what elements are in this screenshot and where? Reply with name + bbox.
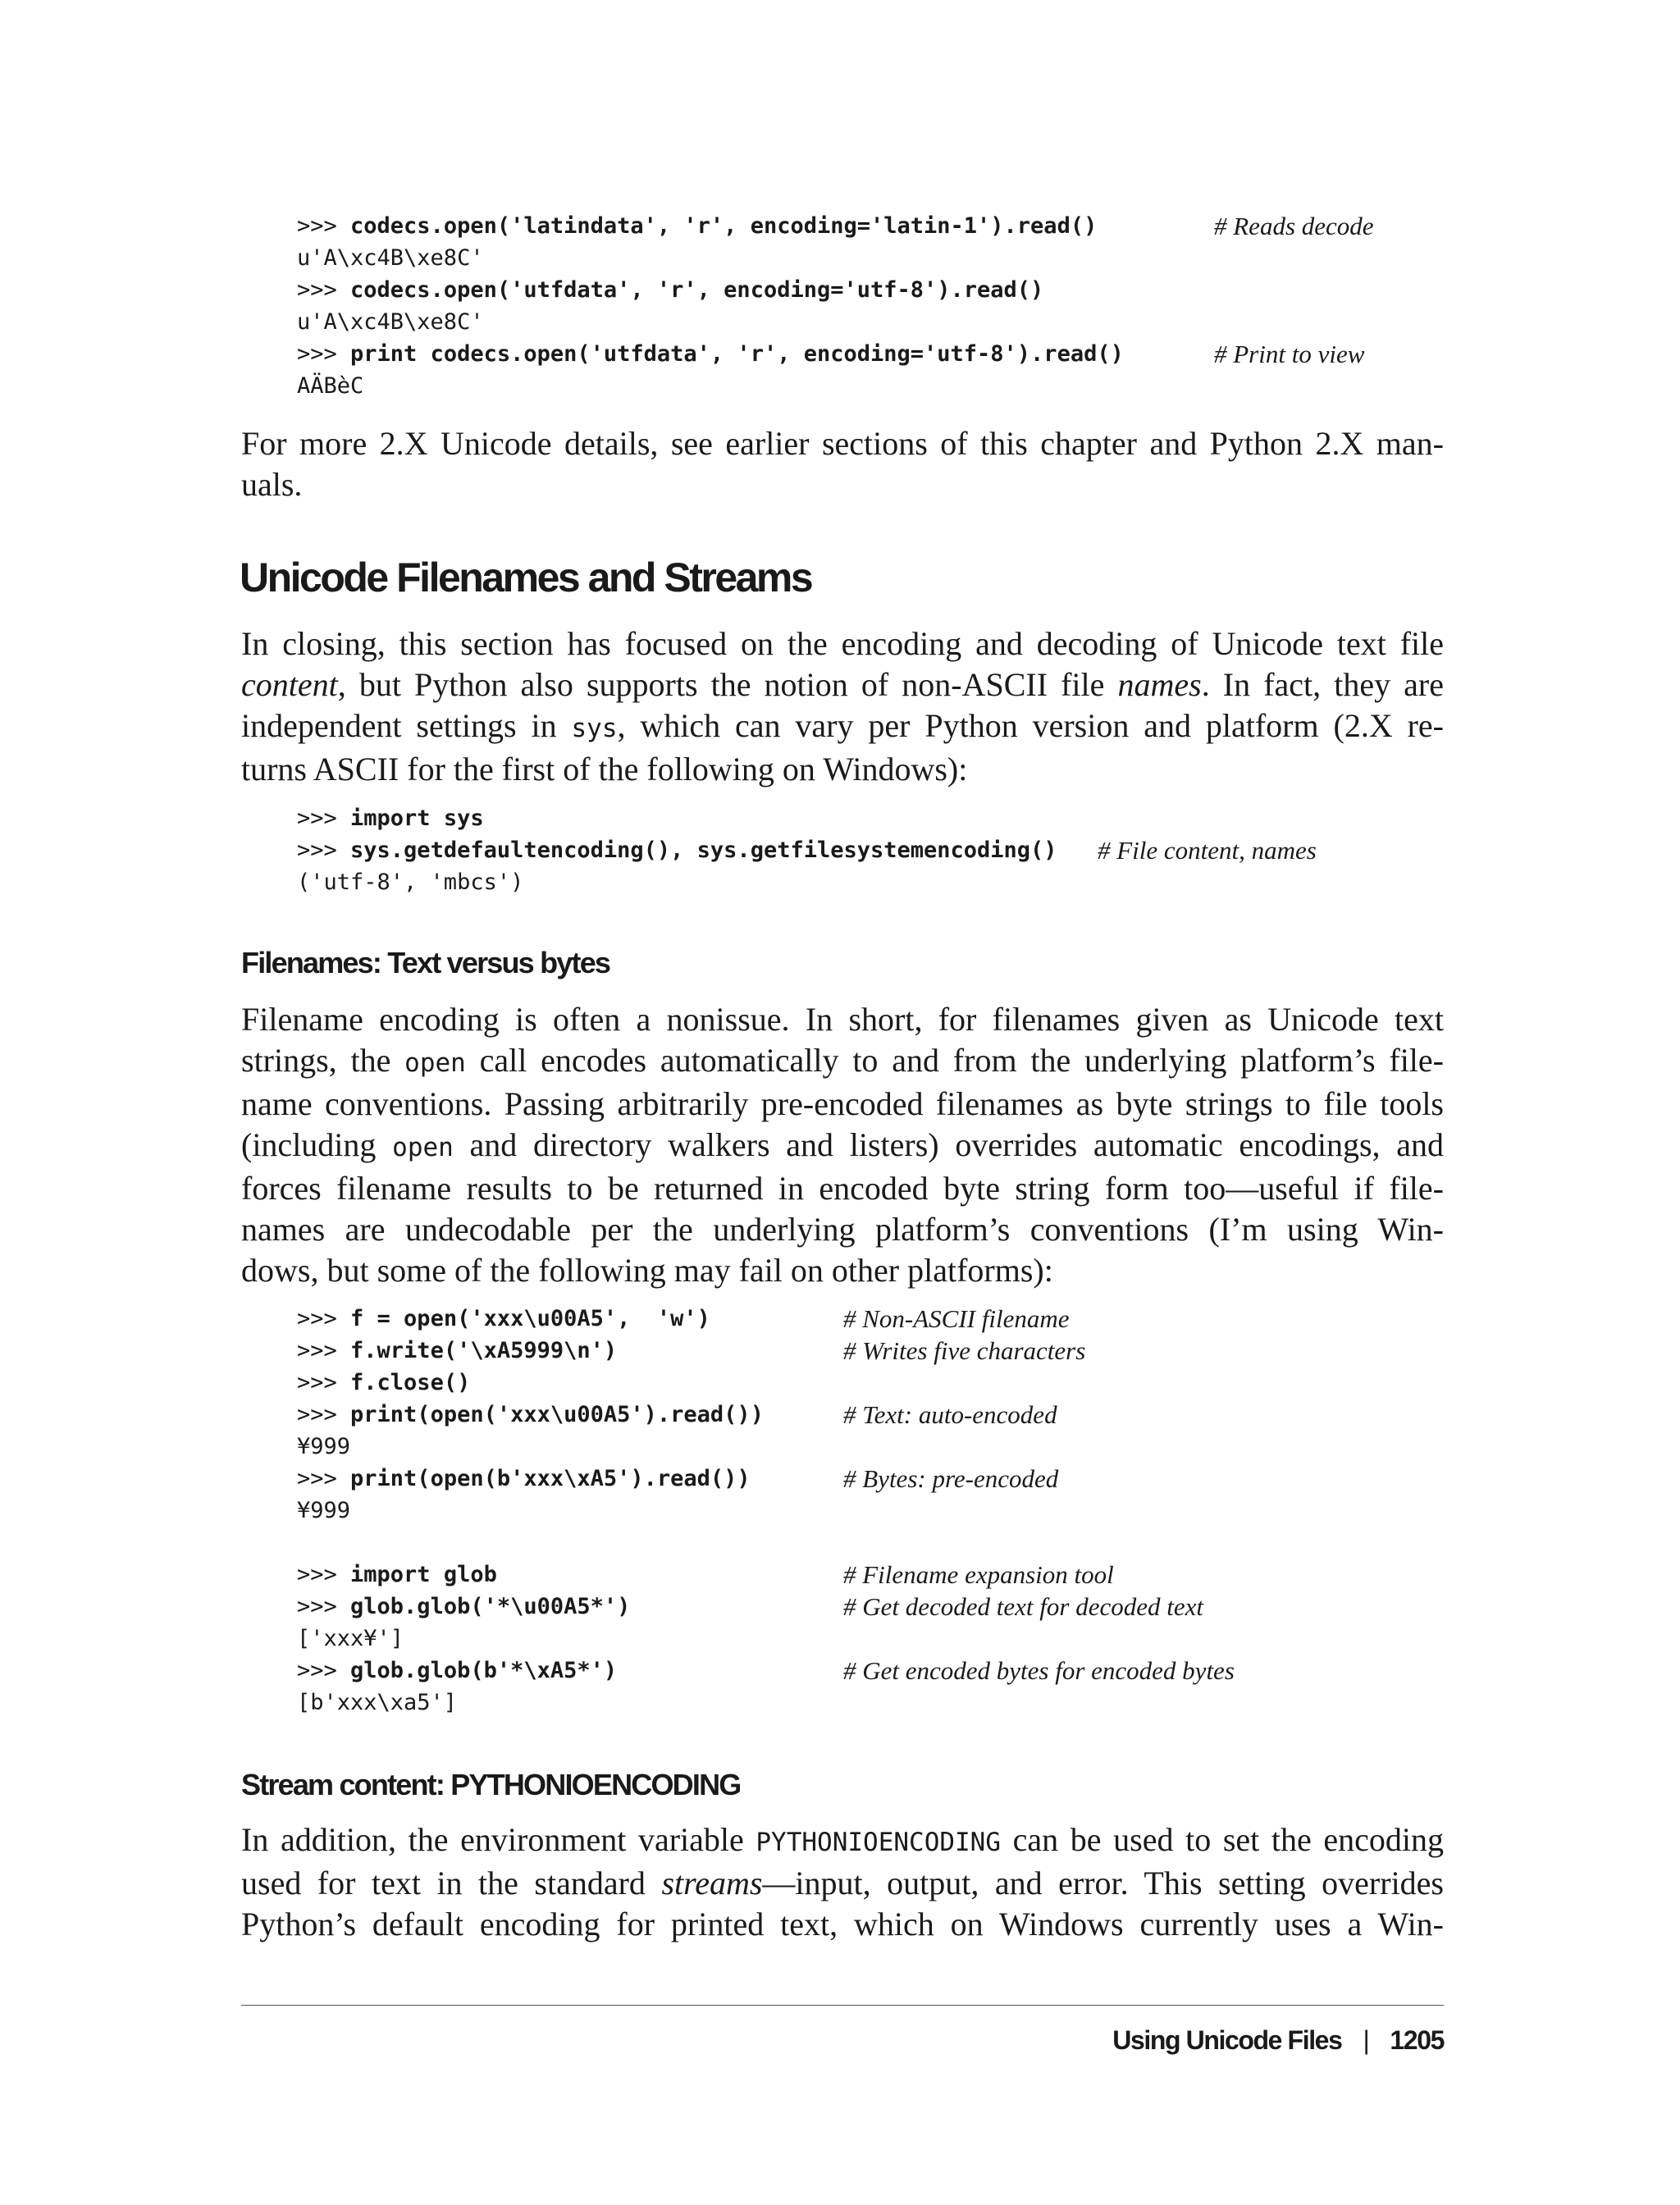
code-output-line [297,1495,764,1527]
code-input: print codecs.open('utfdata', 'r', encoding='utf-8').read() [350,341,1124,367]
code-output-line [297,370,1124,402]
code-comment: # Text: auto-encoded [843,1400,1057,1429]
code-input: print(open('xxx\u00A5').read()) [350,1402,764,1427]
code-prompt: >>> [297,1338,351,1363]
inline-code: PYTHONIOENCODING [756,1828,1002,1857]
code-block-sys-encodings [297,802,1317,898]
section-heading: Unicode Filenames and Streams [240,555,812,600]
code-output-line [297,866,1057,898]
code-input-line [297,1463,1059,1495]
code-input-line [297,1367,764,1399]
code-input: print(open(b'xxx\xA5').read()) [350,1466,751,1491]
code-input-line [297,1303,1070,1335]
inline-code: open [392,1133,454,1162]
text-line: forces filename results to be returned in encoded byte string form too—useful if file- [241,1170,1444,1207]
text-line: Filename encoding is often a nonissue. In short, for filenames given as Unicode text [241,1001,1444,1038]
paragraph-filename-encoding [241,999,1444,1291]
code-output-line [297,306,1124,338]
subsection-heading: Filenames: Text versus bytes [241,946,610,979]
text-line: (including open and directory walkers and listers) overrides automatic encodings, and [241,1126,1444,1163]
text-line: independent settings in sys, which can vary per Python version and platform (2.X re- [241,707,1444,744]
code-prompt: >>> [297,1658,351,1683]
code-output-line [297,242,1124,274]
text-line: In closing, this section has focused on the encoding and decoding of Unicode text file [241,625,1444,662]
code-input: import sys [350,806,484,831]
emphasis-text: names [1117,666,1202,703]
code-comment: # Print to view [1214,340,1365,368]
code-prompt: >>> [297,1562,351,1587]
paragraph-pythonioencoding [241,1819,1444,1945]
text-line: turns ASCII for the first of the following on Windows): [241,751,968,788]
inline-code: sys [571,714,618,743]
code-input-line [297,1399,1057,1431]
code-input-line [297,834,1317,866]
paragraph-filenames-intro [241,623,1444,790]
code-output: ['xxx¥'] [297,1626,404,1651]
code-input-line [297,1559,1114,1591]
code-prompt: >>> [297,277,351,303]
text-line: Python’s default encoding for printed text, which on Windows currently uses a Win- [241,1906,1444,1942]
code-output: u'A\xc4B\xe8C' [297,309,484,335]
code-input: import glob [350,1562,497,1587]
code-prompt: >>> [297,1594,351,1619]
code-output: ¥999 [297,1498,351,1523]
code-output: ¥999 [297,1434,351,1459]
code-comment: # Writes five characters [843,1336,1086,1365]
code-prompt: >>> [297,838,351,863]
page-number: 1205 [1390,2025,1444,2055]
code-input-line [297,210,1374,242]
code-input-line [297,274,1124,306]
running-footer [1112,2024,1444,2057]
footer-separator: | [1363,2025,1369,2055]
text-line: For more 2.X Unicode details, see earlier sections of this chapter and Python 2.X man- [241,425,1444,462]
code-comment: # Reads decode [1214,212,1374,240]
code-input-line [297,1655,1235,1687]
code-comment: # Get encoded bytes for encoded bytes [843,1656,1235,1685]
code-output: [b'xxx\xa5'] [297,1690,458,1715]
code-prompt: >>> [297,1402,351,1427]
code-input-line [297,338,1365,370]
code-comment: # Non-ASCII filename [843,1304,1070,1333]
footer-divider [241,2005,1444,2006]
text-line: dows, but some of the following may fail on other platforms): [241,1252,1053,1289]
code-input: codecs.open('latindata', 'r', encoding='latin-1').read() [350,213,1098,239]
code-input-line [297,802,1057,834]
text-line: In addition, the environment variable PYTHONIOENCODING can be used to set the encoding [241,1821,1444,1858]
code-output: u'A\xc4B\xe8C' [297,245,484,271]
code-output-line [297,1687,764,1719]
code-prompt: >>> [297,213,351,239]
emphasis-text: content [241,666,338,703]
text-line: names are undecodable per the underlying platform’s conventions (I’m using Win- [241,1211,1444,1248]
code-input-line [297,1335,1086,1367]
text-line: used for text in the standard streams—input, output, and error. This setting overrides [241,1865,1444,1901]
code-output-line [297,1623,764,1655]
inline-code: open [404,1048,466,1078]
code-input: glob.glob(b'*\xA5*') [350,1658,618,1683]
paragraph-2x-unicode-details [241,423,1444,505]
code-comment: # File content, names [1098,836,1317,865]
code-input: sys.getdefaultencoding(), sys.getfilesystemencoding() [350,838,1057,863]
text-line: strings, the open call encodes automatically to and from the underlying platform’s file- [241,1042,1444,1079]
code-prompt: >>> [297,1370,351,1395]
code-input: glob.glob('*\u00A5*') [350,1594,631,1619]
code-output-line [297,1431,764,1463]
code-output: ('utf-8', 'mbcs') [297,870,524,895]
text-line: name conventions. Passing arbitrarily pre-encoded filenames as byte strings to file tools [241,1085,1444,1122]
code-prompt: >>> [297,806,351,831]
code-prompt: >>> [297,1466,351,1491]
code-block-open-glob [297,1303,1235,1719]
code-comment: # Bytes: pre-encoded [843,1464,1059,1493]
footer-section-title: Using Unicode Files [1112,2025,1342,2055]
code-input: f.close() [350,1370,471,1395]
code-input-line [297,1591,1203,1623]
code-input: f.write('\xA5999\n') [350,1338,618,1363]
text-line: uals. [241,466,303,503]
code-output: AÄBèC [297,373,364,399]
code-blank-line [297,1527,764,1559]
code-comment: # Filename expansion tool [843,1560,1114,1589]
text-line: content, but Python also supports the notion of non-ASCII file names. In fact, they are [241,666,1444,703]
code-prompt: >>> [297,341,351,367]
emphasis-text: streams [661,1865,763,1901]
code-comment: # Get decoded text for decoded text [843,1592,1203,1621]
code-input: codecs.open('utfdata', 'r', encoding='utf-8').read() [350,277,1044,303]
subsection-heading: Stream content: PYTHONIOENCODING [241,1768,741,1801]
code-prompt: >>> [297,1306,351,1331]
code-input: f = open('xxx\u00A5', 'w') [350,1306,710,1331]
code-block-codecs [297,210,1374,402]
